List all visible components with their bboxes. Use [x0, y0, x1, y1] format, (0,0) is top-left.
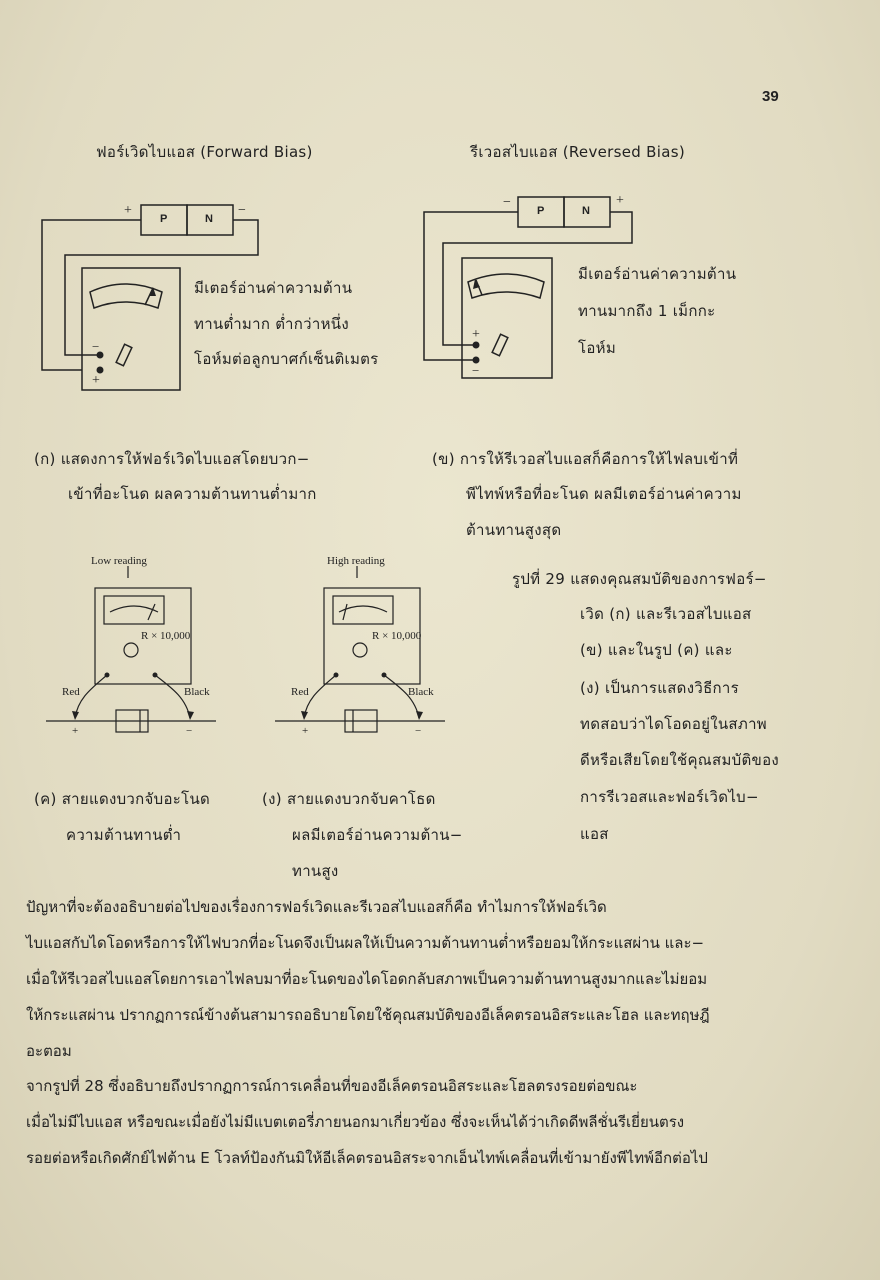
forward-plus: + [124, 203, 132, 218]
page-number: 39 [762, 88, 779, 105]
high-reading-label: High reading [327, 555, 385, 567]
figure-caption-line-8: แอส [580, 825, 609, 843]
high-reading-red: Red [291, 686, 309, 698]
low-reading-red: Red [62, 686, 80, 698]
reverse-n-label: N [582, 205, 590, 217]
caption-kh-line-2: พีไทพ์หรือที่อะโนด ผลมีเตอร์อ่านค่าความ [466, 485, 742, 503]
paragraph-2-line: จากรูปที่ 28 ซึ่งอธิบายถึงปรากฏการณ์การเคลื่อนที่ของอีเล็คตรอนอิสระและโฮลตรงรอยต่อขณะ [26, 1077, 638, 1095]
forward-note-line-1: มีเตอร์อ่านค่าความต้าน [194, 279, 353, 297]
caption-k-line-2: เข้าที่อะโนด ผลความต้านทานต่ำมาก [68, 485, 317, 503]
forward-n-label: N [205, 213, 213, 225]
figure-caption-line-3: (ข) และในรูป (ค) และ [580, 641, 733, 659]
caption-kh-line-1: (ข) การให้รีเวอสไบแอสก็คือการให้ไฟลบเข้าที่ [432, 450, 739, 468]
body-paragraph-1 [26, 889, 856, 1069]
reverse-bias-heading: รีเวอสไบแอส (Reversed Bias) [470, 143, 685, 161]
forward-note-line-2: ทานต่ำมาก ต่ำกว่าหนึ่ง [194, 315, 349, 333]
paragraph-2-line: เมื่อไม่มีไบแอส หรือขณะเมื่อยังไม่มีแบตเตอรี่ภายนอกมาเกี่ยวข้อง ซึ่งจะเห็นได้ว่าเกิดดีพลีชั่นรีเยี่ยนตรง [26, 1113, 685, 1131]
forward-bias-heading: ฟอร์เวิดไบแอส (Forward Bias) [96, 143, 313, 161]
reverse-p-label: P [537, 205, 545, 217]
paragraph-1-line: ไบแอสกับไดโอดหรือการให้ไฟบวกที่อะโนดจึงเป็นผลให้เป็นความต้านทานต่ำหรือยอมให้กระแสผ่าน และ− [26, 934, 705, 952]
caption-kh-line-3: ต้านทานสูงสุด [466, 521, 562, 539]
figure-caption-line-1: รูปที่ 29 แสดงคุณสมบัติของการฟอร์− [512, 570, 767, 588]
low-reading-black: Black [184, 686, 210, 698]
caption-kk-line-1: (ค) สายแดงบวกจับอะโนด [34, 790, 211, 808]
reverse-minus: − [503, 195, 511, 210]
figure-caption-line-4: (ง) เป็นการแสดงวิธีการ [580, 679, 739, 697]
caption-ng-line-1: (ง) สายแดงบวกจับคาโธด [262, 790, 436, 808]
low-reading-r-scale: R × 10,000 [141, 630, 191, 642]
figure-caption-line-2: เวิด (ก) และรีเวอสไบแอส [580, 605, 752, 623]
body-paragraph-2 [26, 1068, 856, 1176]
forward-meter-minus: − [92, 339, 100, 354]
figure-caption-line-6: ดีหรือเสียโดยใช้คุณสมบัติของ [580, 751, 779, 769]
paragraph-2-line: รอยต่อหรือเกิดศักย์ไฟต้าน E โวลท์ป้องกันมิให้อีเล็คตรอนอิสระจากเอ็นไทพ์เคลื่อนที่เข้ามายังพีไทพ์อีกต่อไป [26, 1149, 708, 1167]
reverse-plus: + [616, 193, 624, 208]
low-reading-minus: − [186, 725, 193, 737]
forward-p-label: P [160, 213, 168, 225]
reverse-note-line-3: โอห์ม [578, 339, 617, 357]
low-reading-label: Low reading [91, 555, 147, 567]
high-reading-r-scale: R × 10,000 [372, 630, 422, 642]
forward-minus: − [238, 203, 246, 218]
caption-k-line-1: (ก) แสดงการให้ฟอร์เวิดไบแอสโดยบวก− [34, 450, 310, 468]
caption-ng-line-3: ทานสูง [292, 862, 339, 880]
paragraph-1-line: ปัญหาที่จะต้องอธิบายต่อไปของเรื่องการฟอร์เวิดและรีเวอสไบแอสก็คือ ทำไมการให้ฟอร์เวิด [26, 898, 607, 916]
caption-kk-line-2: ความต้านทานต่ำ [66, 826, 182, 844]
figure-caption-line-5: ทดสอบว่าไดโอดอยู่ในสภาพ [580, 715, 767, 733]
forward-note-line-3: โอห์มต่อลูกบาศก์เซ็นติเมตร [194, 350, 379, 368]
caption-ng-line-2: ผลมีเตอร์อ่านความต้าน− [292, 826, 463, 844]
paragraph-1-line: ให้กระแสผ่าน ปรากฏการณ์ข้างต้นสามารถอธิบายโดยใช้คุณสมบัติของอีเล็คตรอนอิสระและโฮล และทฤษฎี [26, 1006, 710, 1024]
high-reading-plus: + [302, 725, 309, 737]
reverse-meter-minus: − [472, 363, 480, 378]
high-reading-black: Black [408, 686, 434, 698]
reverse-note-line-1: มีเตอร์อ่านค่าความต้าน [578, 265, 737, 283]
reverse-meter-plus: + [472, 327, 480, 342]
figure-caption-line-7: การรีเวอสและฟอร์เวิดไบ− [580, 788, 759, 806]
paragraph-1-line: เมื่อให้รีเวอสไบแอสโดยการเอาไฟลบมาที่อะโนดของไดโอดกลับสภาพเป็นความต้านทานสูงมากและไม่ยอม [26, 970, 708, 988]
forward-meter-plus: + [92, 373, 100, 388]
reverse-note-line-2: ทานมากถึง 1 เม็กกะ [578, 302, 716, 320]
high-reading-minus: − [415, 725, 422, 737]
low-reading-plus: + [72, 725, 79, 737]
paragraph-1-line: อะตอม [26, 1042, 72, 1060]
